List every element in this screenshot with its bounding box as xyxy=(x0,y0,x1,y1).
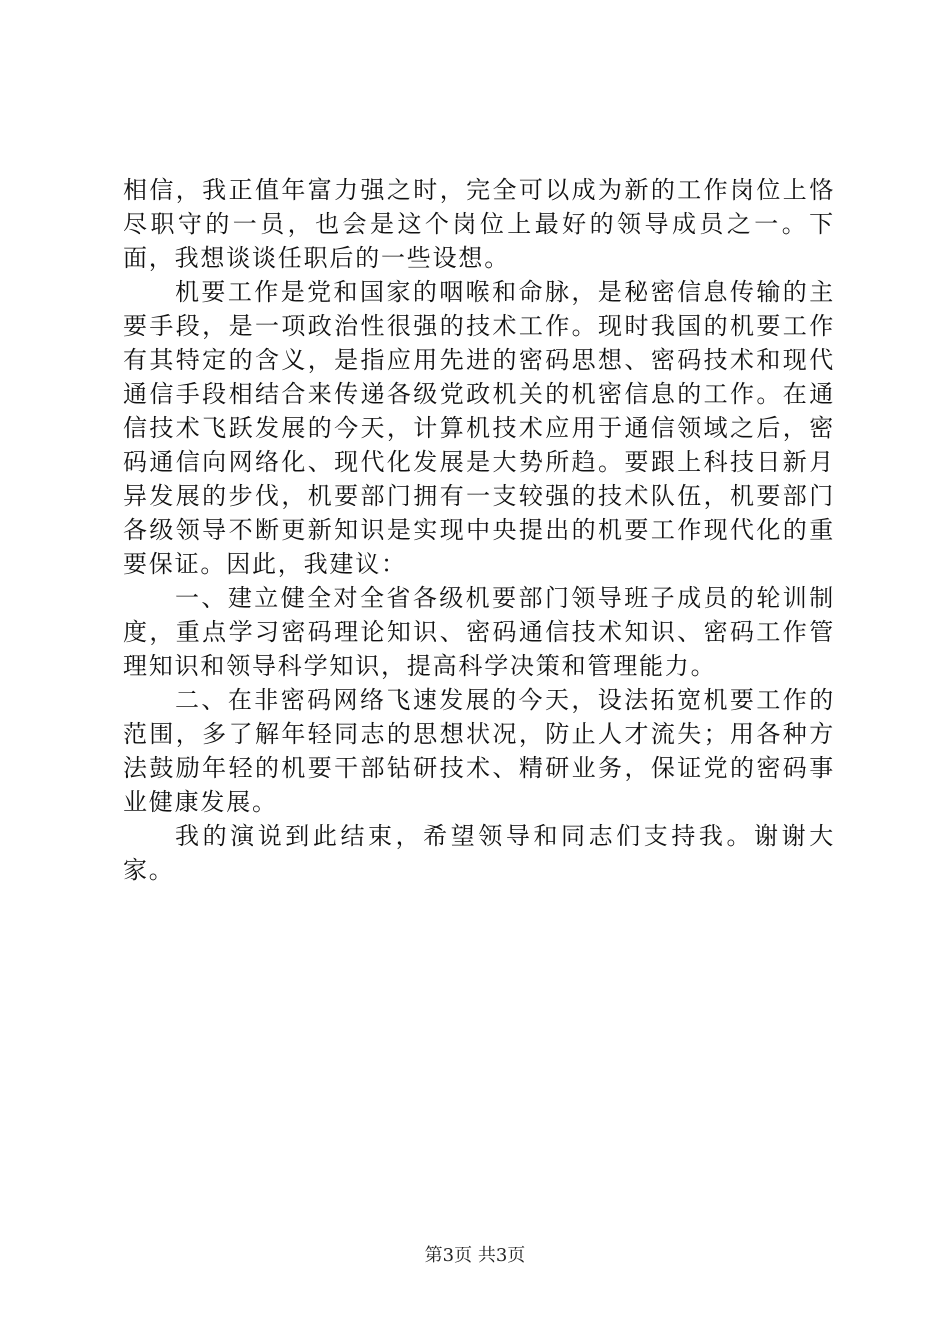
page-number-footer: 第3页 共3页 xyxy=(424,1245,526,1266)
paragraph-closing: 我的演说到此结束，希望领导和同志们支持我。谢谢大家。 xyxy=(123,822,835,884)
paragraph-intro: 相信，我正值年富力强之时，完全可以成为新的工作岗位上恪尽职守的一员，也会是这个岗位上最好的领导成员之一。下面，我想谈谈任职后的一些设想。 xyxy=(123,176,835,272)
paragraph-work-overview: 机要工作是党和国家的咽喉和命脉，是秘密信息传输的主要手段，是一项政治性很强的技术工作。现时我国的机要工作有其特定的含义，是指应用先进的密码思想、密码技术和现代通信手段相结合来传递各级党政机关的机密信息的工作。在通信技术飞跃发展的今天，计算机技术应用于通信领域之后，密码通信向网络化、现代化发展是大势所趋。要跟上科技日新月异发展的步伐，机要部门拥有一支较强的技术队伍，机要部门各级领导不断更新知识是实现中央提出的机要工作现代化的重要保证。因此，我建议： xyxy=(123,278,835,578)
paragraph-suggestion-one: 一、建立健全对全省各级机要部门领导班子成员的轮训制度，重点学习密码理论知识、密码通信技术知识、密码工作管理知识和领导科学知识，提高科学决策和管理能力。 xyxy=(123,584,835,680)
paragraph-suggestion-two: 二、在非密码网络飞速发展的今天，设法拓宽机要工作的范围，多了解年轻同志的思想状况，防止人才流失；用各种方法鼓励年轻的机要干部钻研技术、精研业务，保证党的密码事业健康发展。 xyxy=(123,686,835,816)
document-body xyxy=(123,173,835,887)
